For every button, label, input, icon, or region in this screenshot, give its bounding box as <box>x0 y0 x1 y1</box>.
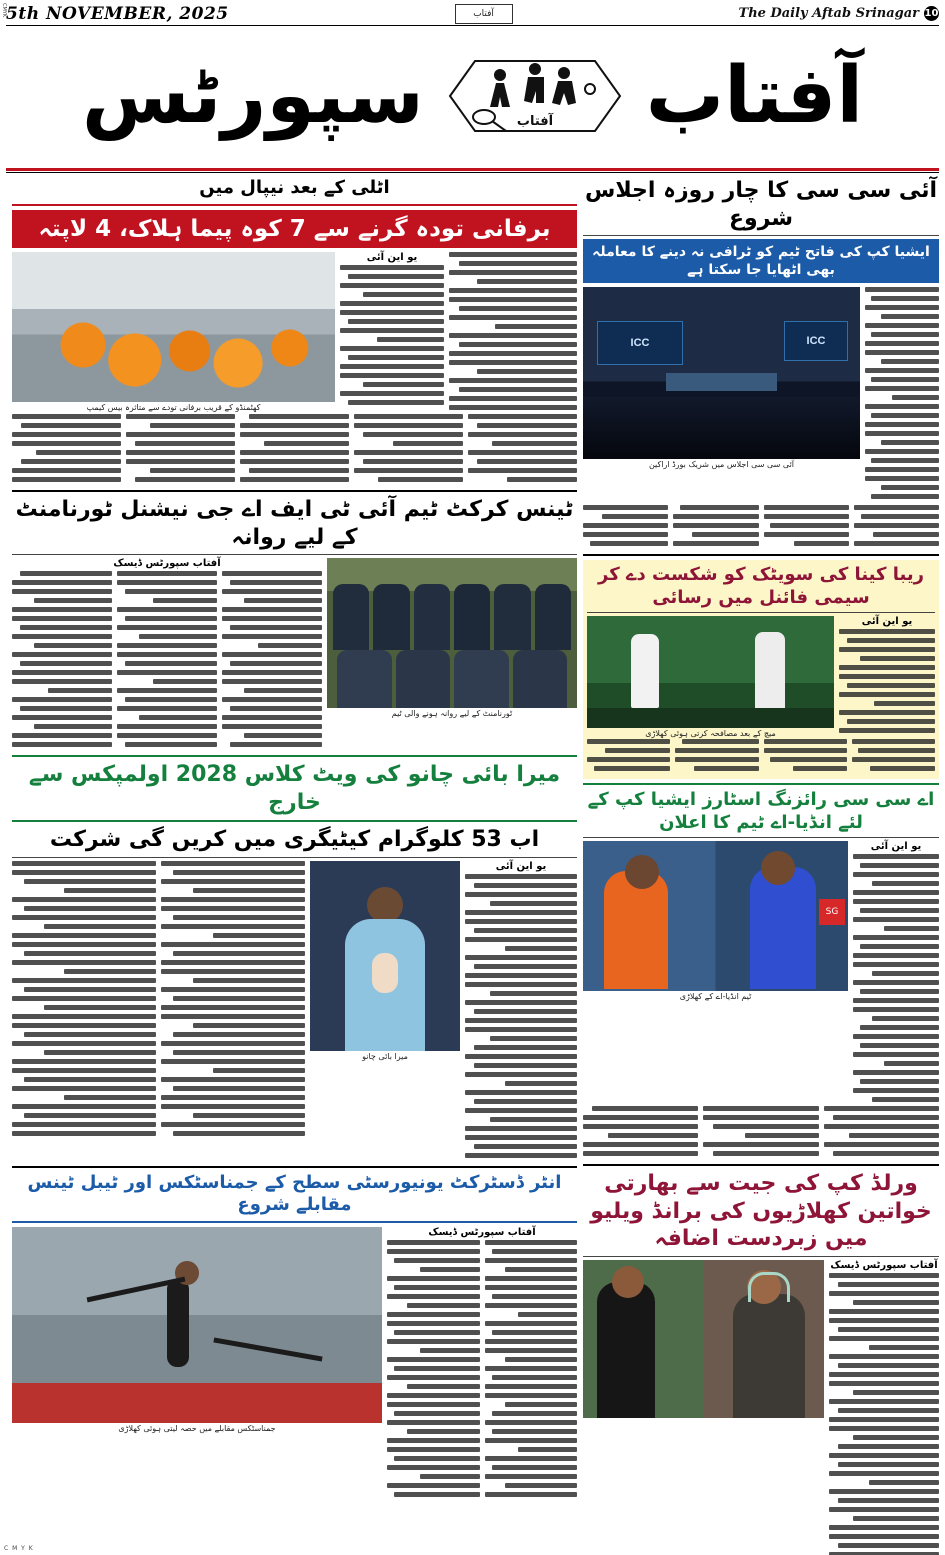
sponsor-badge: SG <box>819 899 845 925</box>
icc-text-col-1 <box>865 287 939 503</box>
weightlifter-subheadline: اب 53 کلوگرام کیٹیگری میں کریں گی شرکت <box>49 827 540 853</box>
tennis-player-left <box>631 634 659 708</box>
woman-athlete-2 <box>733 1294 805 1418</box>
gym-mat <box>12 1383 382 1423</box>
divider <box>12 755 577 757</box>
avalanche-photo-wrap <box>12 252 335 414</box>
gymnast-leg <box>213 1337 322 1361</box>
section-title-block <box>6 26 939 166</box>
gym-headline: انٹر ڈسٹرکٹ یونیورسٹی سطح کے جمناسٹکس اور ٹیبل ٹینس مقابلے شروع <box>27 1171 562 1216</box>
cmyk-mark-bottom: C M Y K <box>4 1545 34 1552</box>
icc-body <box>583 505 939 550</box>
women-photo-wrap <box>583 1260 824 1555</box>
icc-panel-desk <box>666 373 777 391</box>
title-rule-red <box>6 168 939 171</box>
weightlifter-byline: یو این آئی <box>495 860 547 872</box>
tennis-story <box>583 560 939 779</box>
tennis-byline: یو این آئی <box>861 616 913 628</box>
gym-text-col <box>387 1227 577 1501</box>
masthead-logo-box: آفتاب <box>455 4 513 24</box>
divider <box>12 1221 577 1223</box>
tennis-court-line <box>587 708 834 728</box>
issue-date: 5th NOVEMBER, 2025 <box>6 3 229 24</box>
icc-body-col-2 <box>764 505 849 550</box>
gym-content <box>12 1227 577 1501</box>
divider <box>12 1166 577 1168</box>
tennis-photo-caption: میچ کے بعد مصافحہ کرتی ہوئی کھلاڑی <box>645 729 776 739</box>
tennis-body <box>587 739 935 775</box>
right-column <box>583 177 939 1555</box>
divider <box>583 235 939 236</box>
sports-emblem-icon <box>440 41 630 151</box>
team-byline: آفتاب سپورٹس ڈیسک <box>113 558 221 570</box>
cricket-content <box>583 841 939 1106</box>
tennis-photo-wrap <box>587 616 834 739</box>
icc-body-col-1 <box>854 505 939 550</box>
weightlifter-text-col-2 <box>12 861 305 1162</box>
section-title-word-right: آفتاب <box>645 51 864 141</box>
masthead-bar <box>6 4 939 26</box>
cricket-photo-caption: ٹیم انڈیا-اے کے کھلاڑی <box>679 992 752 1002</box>
icc-meeting-photo <box>583 287 860 459</box>
gym-byline: آفتاب سپورٹس ڈیسک <box>428 1226 536 1238</box>
women-text-col <box>829 1260 939 1555</box>
gym-photo-caption: جمناسٹکس مقابلے میں حصہ لیتی ہوئی کھلاڑی <box>118 1423 276 1433</box>
cricket-byline: یو این آئی <box>870 841 922 853</box>
women-athletes-photo <box>583 1260 824 1418</box>
team-headline: ٹینس کرکٹ ٹیم آئی ٹی ایف اے جی نیشنل ٹورنامنٹ کے لیے روانہ <box>15 497 574 550</box>
weightlifter-headline: میرا بائی چانو کی ویٹ کلاس 2028 اولمپکس سے خارج <box>28 762 561 815</box>
divider <box>583 783 939 785</box>
section-title <box>82 41 863 151</box>
cricket-photo-wrap <box>583 841 848 1106</box>
icc-screen-left: ICC <box>597 321 683 365</box>
paper-name: The Daily Aftab Srinagar <box>738 6 919 21</box>
icc-subbar: ایشیا کپ کی فاتح ٹیم کو ٹرافی نہ دینے کا معاملہ بھی اٹھایا جا سکتا ہے <box>583 239 939 283</box>
headphones-icon <box>748 1272 790 1302</box>
team-photo-caption: ٹورنامنٹ کے لیے روانہ ہونے والی ٹیم <box>391 709 513 719</box>
icc-body-col-3 <box>673 505 758 550</box>
svg-text:آفتاب: آفتاب <box>516 114 553 129</box>
avalanche-camp-photo <box>12 252 335 402</box>
icc-article <box>583 287 939 503</box>
avalanche-text-col-1 <box>449 252 577 414</box>
gym-body <box>387 1240 577 1501</box>
divider <box>583 1256 939 1257</box>
gym-photo-wrap <box>12 1227 382 1501</box>
team-body <box>12 571 322 751</box>
section-title-word-left: سپورٹس <box>81 51 424 141</box>
tennis-headline: ریبا کینا کی سویٹک کو شکست دے کر سیمی فائنل میں رسائی <box>598 564 924 608</box>
avalanche-photo-caption: کھٹمنڈو کے قریب برفانی تودے سے متاثرہ بیس کیمپ <box>86 403 261 413</box>
cricket-text-col <box>853 841 939 1106</box>
icc-headline: آئی سی سی کا چار روزہ اجلاس شروع <box>585 178 937 231</box>
weightlifter-photo <box>310 861 460 1051</box>
tennis-photo <box>587 616 834 728</box>
weightlifter-hands <box>372 953 398 993</box>
weightlifter-photo-wrap <box>310 861 460 1162</box>
divider <box>12 820 577 822</box>
divider <box>583 1164 939 1166</box>
divider <box>12 204 577 206</box>
cricket-player-2 <box>750 867 816 989</box>
icc-body-col-4 <box>583 505 668 550</box>
woman-athlete-1-head <box>612 1266 644 1298</box>
divider <box>12 554 577 555</box>
weightlifter-text-col-1 <box>465 861 577 1162</box>
team-content <box>12 558 577 751</box>
weightlifter-body-cols <box>12 861 305 1140</box>
avalanche-headline: برفانی تودہ گرنے سے 7 کوہ پیما ہلاک، 4 لاپتہ <box>12 210 577 249</box>
masthead-left <box>739 6 939 21</box>
avalanche-content <box>12 252 577 414</box>
icc-audience <box>583 397 860 459</box>
tennis-text-col <box>839 616 935 739</box>
women-brand-headline: ورلڈ کپ کی جیت سے بھارتی خواتین کھلاڑیوں کی برانڈ ویلیو میں زبردست اضافہ <box>590 1171 932 1252</box>
tennis-content <box>587 616 935 739</box>
women-byline: آفتاب سپورٹس ڈیسک <box>830 1259 938 1271</box>
team-back-row <box>327 584 577 650</box>
divider <box>583 554 939 556</box>
divider <box>12 490 577 492</box>
page-number-badge: 10 <box>924 8 939 19</box>
cmyk-mark-left: CMYK <box>1 3 7 18</box>
cricket-player-1 <box>604 871 668 989</box>
woman-athlete-1 <box>597 1282 655 1418</box>
page-content <box>6 177 939 1555</box>
divider <box>12 857 577 858</box>
tennis-player-right <box>755 632 785 710</box>
weightlifter-photo-caption: میرا بائی چانو <box>362 1051 408 1061</box>
team-text-wrap <box>12 558 322 751</box>
cricket-headline: اے سی سی رائزنگ اسٹارز ایشیا کپ کے لئے انڈیا-اے ٹیم کا اعلان <box>587 789 935 833</box>
avalanche-byline: یو این آئی <box>366 252 418 264</box>
cricket-players-photo <box>583 841 848 991</box>
divider <box>583 837 939 838</box>
women-brand-content <box>583 1260 939 1555</box>
avalanche-body <box>12 414 577 486</box>
icc-photo-caption: آئی سی سی اجلاس میں شریک بورڈ اراکین <box>648 460 795 470</box>
weightlifter-content <box>12 861 577 1162</box>
divider <box>587 612 935 613</box>
gym-photo <box>12 1227 382 1423</box>
cricket-body <box>583 1106 939 1160</box>
avalanche-text-col-2 <box>340 252 444 414</box>
team-front-row <box>327 650 577 708</box>
gymnast-body <box>167 1279 189 1367</box>
left-column <box>12 177 577 1555</box>
avalanche-kicker: اٹلی کے بعد نیپال میں <box>199 177 390 198</box>
team-photo-wrap <box>327 558 577 751</box>
icc-screen-right: ICC <box>784 321 848 361</box>
weightlifter-head <box>367 887 403 923</box>
icc-photo-wrap <box>583 287 860 503</box>
team-group-photo <box>327 558 577 708</box>
title-rule-thin <box>6 172 939 173</box>
